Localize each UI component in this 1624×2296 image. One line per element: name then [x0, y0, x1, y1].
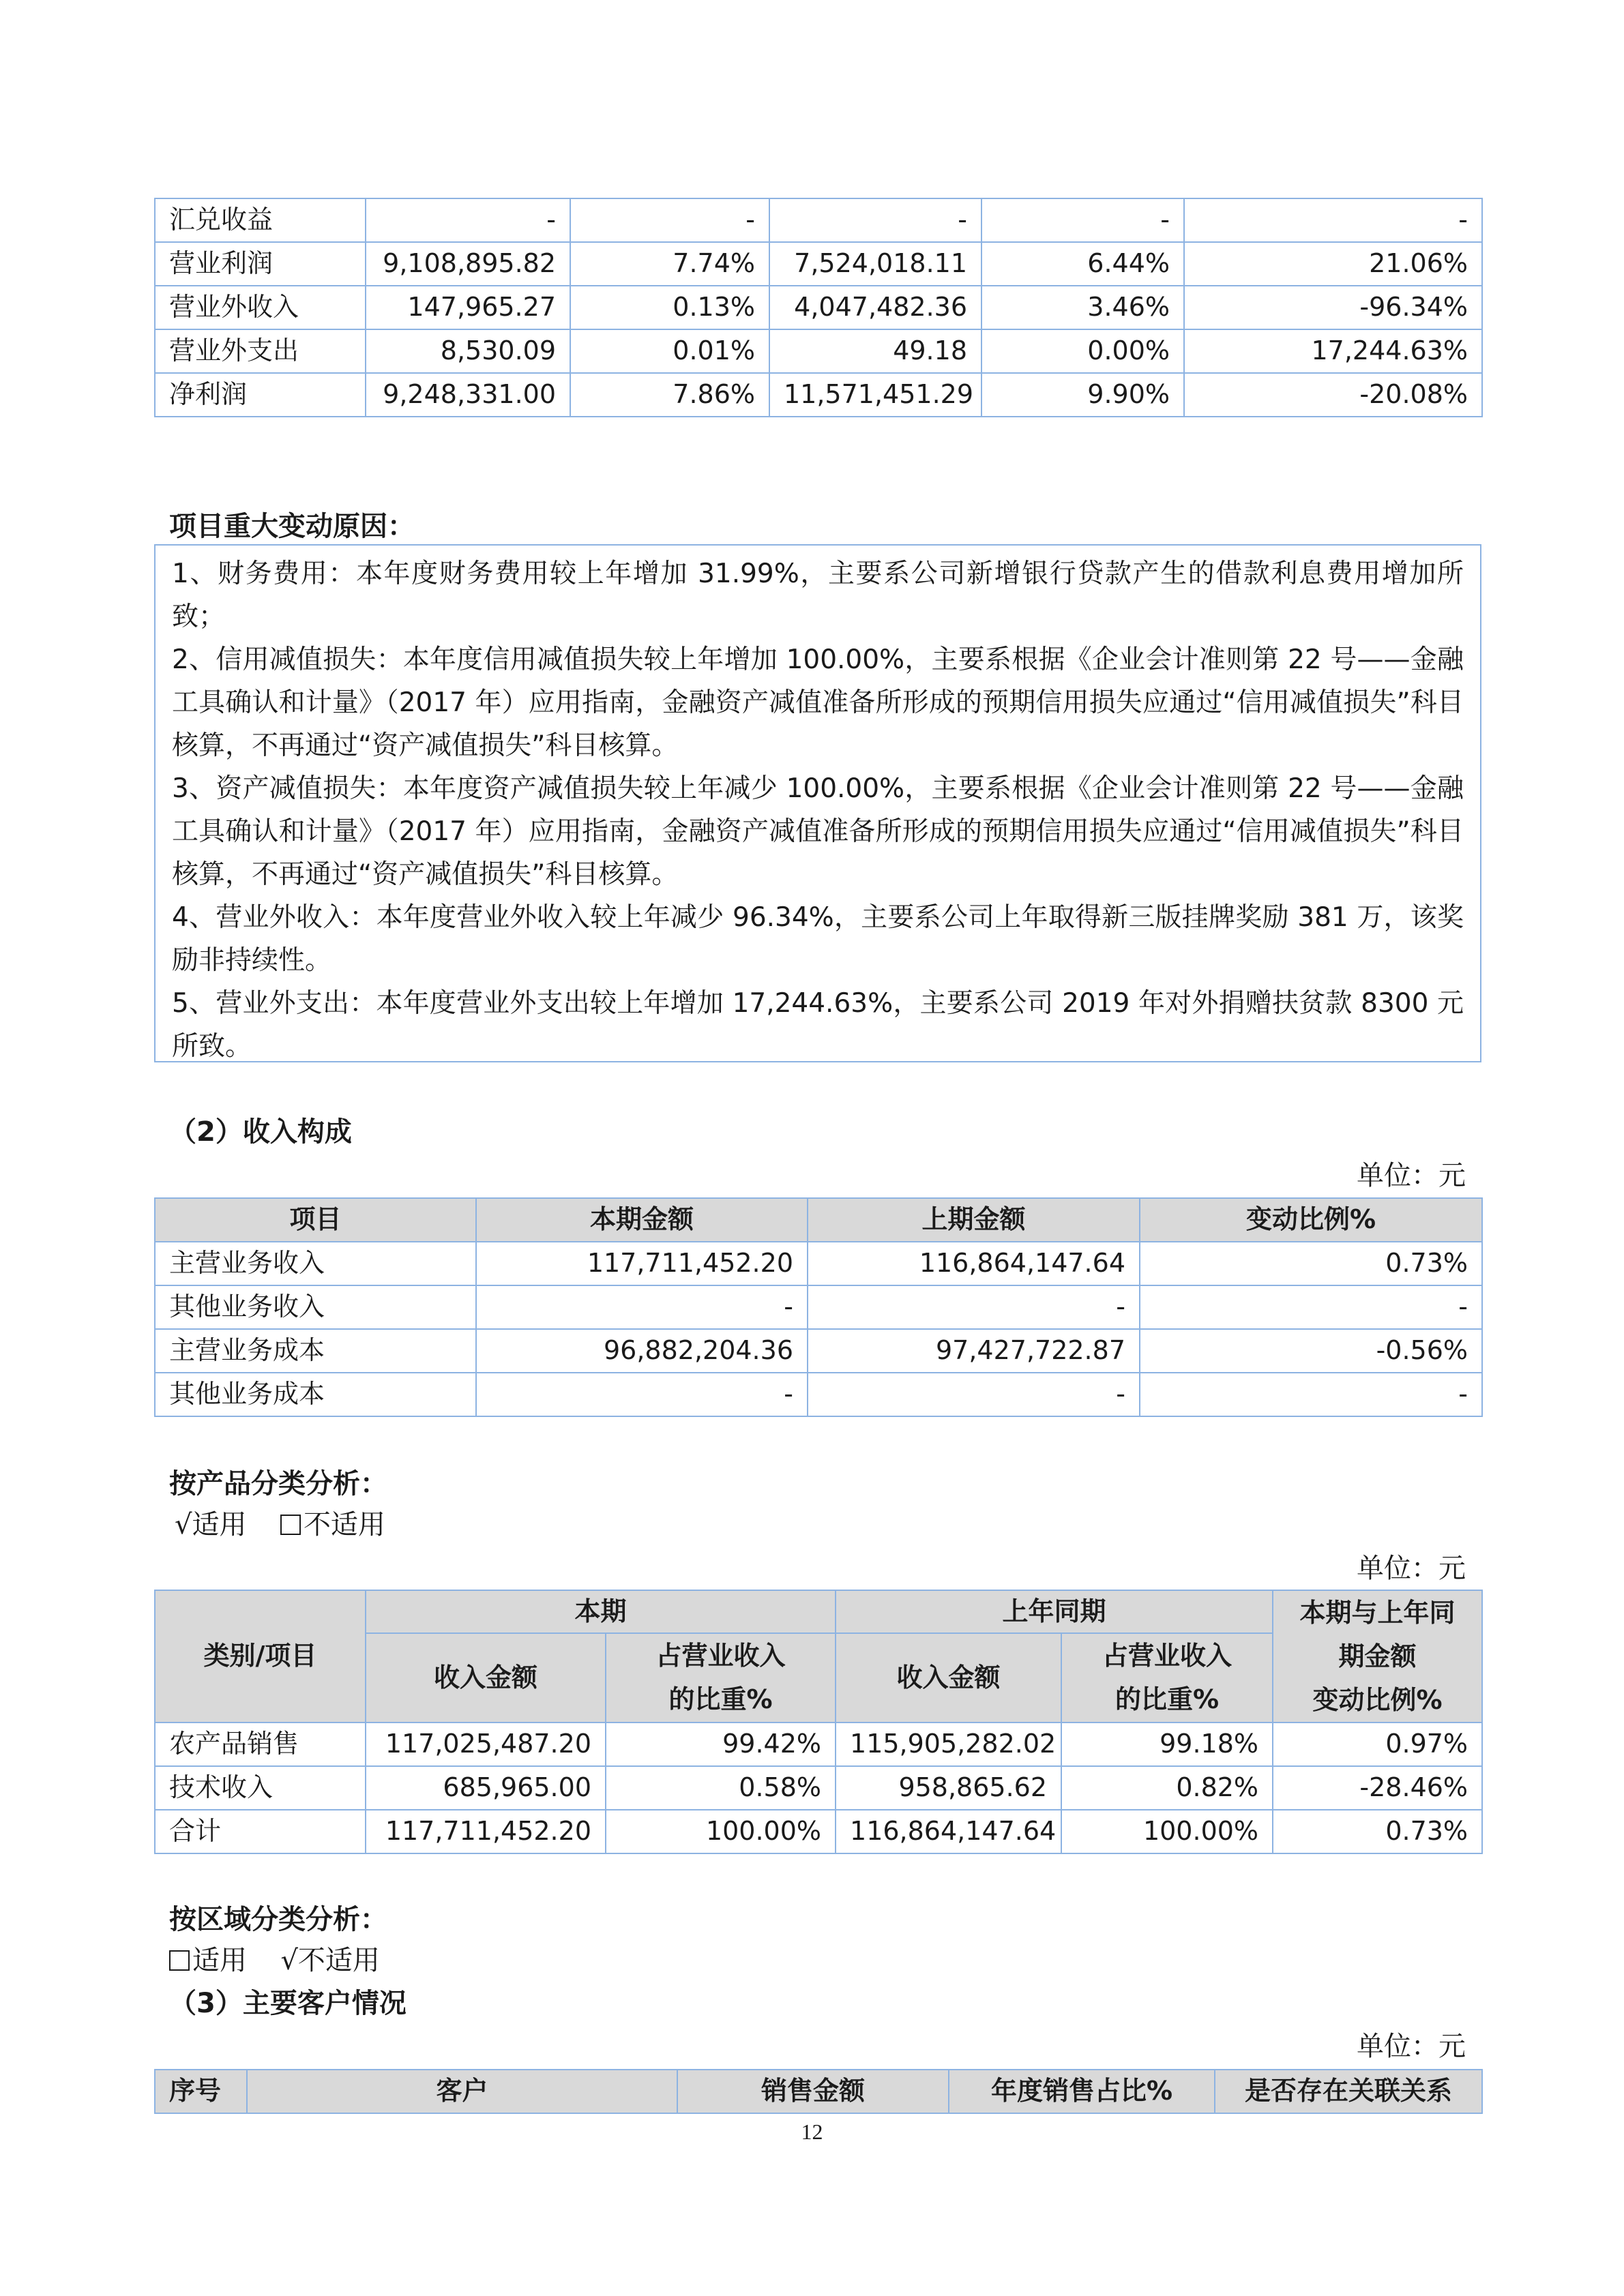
- income-title: （2）收入构成: [169, 1116, 352, 1148]
- reasons-title: 项目重大变动原因：: [169, 511, 415, 542]
- table-cell: 100.00%: [606, 1810, 836, 1853]
- table-cell: 8,530.09: [366, 329, 570, 373]
- product-header-prior-share: 占营业收入 的比重%: [1061, 1633, 1273, 1723]
- table-cell: 9,108,895.82: [366, 242, 570, 286]
- customers-table: [154, 2069, 1483, 2114]
- customers-unit: 单位：元: [1357, 2031, 1466, 2062]
- customers-header-related: 是否存在关联关系: [1215, 2070, 1482, 2113]
- product-table: [154, 1590, 1483, 1854]
- profit-table: [154, 198, 1483, 417]
- table-cell: -: [769, 198, 981, 242]
- row-label: 营业外支出: [155, 329, 366, 373]
- product-header-prior: 上年同期: [836, 1590, 1273, 1633]
- row-label: 主营业务收入: [155, 1242, 476, 1285]
- row-label: 主营业务成本: [155, 1329, 476, 1373]
- table-cell: -: [476, 1373, 808, 1416]
- customers-header-share: 年度销售占比%: [949, 2070, 1215, 2113]
- table-cell: 117,711,452.20: [366, 1810, 606, 1853]
- income-header-prior: 上期金额: [808, 1198, 1140, 1242]
- product-row: [155, 1810, 1482, 1853]
- reason-item-2: 2、信用减值损失：本年度信用减值损失较上年增加 100.00%，主要系根据《企业会计准则第 22 号——金融工具确认和计量》（2017 年）应用指南，金融资产减值准备所形成的预期信用损失应通过“信用减值损失”科目核算，不再通过“资产减值损失”科目核算。: [172, 644, 1464, 761]
- product-applicability: [175, 1511, 385, 1538]
- table-cell: 100.00%: [1061, 1810, 1273, 1853]
- table-cell: 0.01%: [570, 329, 769, 373]
- table-cell: 6.44%: [981, 242, 1184, 286]
- customers-title: （3）主要客户情况: [169, 1988, 407, 2019]
- table-cell: 9.90%: [981, 373, 1184, 417]
- profit-row: [155, 198, 1482, 242]
- region-applicability: [169, 1947, 380, 1974]
- region-title: 按区域分类分析：: [169, 1904, 387, 1935]
- product-header-prior-amount: 收入金额: [836, 1633, 1061, 1723]
- table-cell: 116,864,147.64: [808, 1242, 1140, 1285]
- product-row: [155, 1766, 1482, 1810]
- table-cell: -: [570, 198, 769, 242]
- table-cell: 0.73%: [1273, 1810, 1482, 1853]
- income-header-current: 本期金额: [476, 1198, 808, 1242]
- table-cell: 21.06%: [1184, 242, 1482, 286]
- table-cell: 0.97%: [1273, 1723, 1482, 1766]
- table-cell: -: [1140, 1285, 1482, 1329]
- table-cell: 3.46%: [981, 286, 1184, 329]
- table-cell: 7.86%: [570, 373, 769, 417]
- row-label: 合计: [155, 1810, 366, 1853]
- page-number: 12: [801, 2119, 823, 2144]
- row-label: 营业外收入: [155, 286, 366, 329]
- income-table-block: [154, 1197, 1481, 1417]
- table-cell: 11,571,451.29: [769, 373, 981, 417]
- table-cell: 49.18: [769, 329, 981, 373]
- table-cell: 0.82%: [1061, 1766, 1273, 1810]
- table-cell: -96.34%: [1184, 286, 1482, 329]
- income-header-change: 变动比例%: [1140, 1198, 1482, 1242]
- income-table: [154, 1197, 1483, 1417]
- table-cell: 99.42%: [606, 1723, 836, 1766]
- income-row: [155, 1329, 1482, 1373]
- table-cell: 0.73%: [1140, 1242, 1482, 1285]
- row-label: 其他业务成本: [155, 1373, 476, 1416]
- table-cell: -: [808, 1373, 1140, 1416]
- customers-header-amount: 销售金额: [677, 2070, 949, 2113]
- table-cell: 117,711,452.20: [476, 1242, 808, 1285]
- table-cell: 7.74%: [570, 242, 769, 286]
- reason-item-4: 4、营业外收入：本年度营业外收入较上年减少 96.34%，主要系公司上年取得新三版挂牌奖励 381 万，该奖励非持续性。: [172, 902, 1464, 976]
- table-cell: -0.56%: [1140, 1329, 1482, 1373]
- reason-item-1: 1、财务费用：本年度财务费用较上年增加 31.99%，主要系公司新增银行贷款产生的借款利息费用增加所致；: [172, 558, 1464, 632]
- table-cell: -: [1140, 1373, 1482, 1416]
- row-label: 其他业务收入: [155, 1285, 476, 1329]
- reason-item-3: 3、资产减值损失：本年度资产减值损失较上年减少 100.00%，主要系根据《企业会计准则第 22 号——金融工具确认和计量》（2017 年）应用指南，金融资产减值准备所形成的预期信用损失应通过“信用减值损失”科目核算，不再通过“资产减值损失”科目核算。: [172, 773, 1464, 890]
- table-cell: 17,244.63%: [1184, 329, 1482, 373]
- table-cell: 147,965.27: [366, 286, 570, 329]
- row-label: 营业利润: [155, 242, 366, 286]
- table-cell: 116,864,147.64: [836, 1810, 1061, 1853]
- table-cell: -28.46%: [1273, 1766, 1482, 1810]
- customers-header-customer: 客户: [247, 2070, 677, 2113]
- product-header-current-share: 占营业收入 的比重%: [606, 1633, 836, 1723]
- table-cell: -: [808, 1285, 1140, 1329]
- row-label: 汇兑收益: [155, 198, 366, 242]
- income-row: [155, 1373, 1482, 1416]
- table-cell: 97,427,722.87: [808, 1329, 1140, 1373]
- profit-row: [155, 373, 1482, 417]
- row-label: 农产品销售: [155, 1723, 366, 1766]
- product-table-block: [154, 1590, 1481, 1854]
- table-cell: -: [366, 198, 570, 242]
- table-cell: 96,882,204.36: [476, 1329, 808, 1373]
- profit-row: [155, 242, 1482, 286]
- unchecked-box-icon: [280, 1515, 301, 1535]
- table-cell: 0.00%: [981, 329, 1184, 373]
- table-cell: -: [981, 198, 1184, 242]
- unchecked-box-icon: [169, 1950, 190, 1971]
- profit-row: [155, 286, 1482, 329]
- table-cell: 685,965.00: [366, 1766, 606, 1810]
- income-header-item: 项目: [155, 1198, 476, 1242]
- table-cell: 958,865.62: [836, 1766, 1061, 1810]
- table-cell: -20.08%: [1184, 373, 1482, 417]
- product-not-applicable-label: 不适用: [303, 1509, 385, 1540]
- region-not-applicable-label: √不适用: [280, 1945, 380, 1976]
- table-cell: 99.18%: [1061, 1723, 1273, 1766]
- product-header-change: 本期与上年同 期金额 变动比例%: [1273, 1590, 1482, 1723]
- table-cell: 117,025,487.20: [366, 1723, 606, 1766]
- table-cell: -: [476, 1285, 808, 1329]
- income-row: [155, 1242, 1482, 1285]
- profit-table-block: [154, 198, 1481, 417]
- table-cell: 9,248,331.00: [366, 373, 570, 417]
- income-row: [155, 1285, 1482, 1329]
- income-unit: 单位：元: [1357, 1160, 1466, 1191]
- region-applicable-label: 适用: [192, 1945, 247, 1976]
- profit-row: [155, 329, 1482, 373]
- table-cell: 7,524,018.11: [769, 242, 981, 286]
- table-cell: 4,047,482.36: [769, 286, 981, 329]
- table-cell: 0.13%: [570, 286, 769, 329]
- table-cell: 0.58%: [606, 1766, 836, 1810]
- table-cell: 115,905,282.02: [836, 1723, 1061, 1766]
- product-header-category: 类别/项目: [155, 1590, 366, 1723]
- reasons-box: [154, 544, 1481, 1062]
- product-header-current: 本期: [366, 1590, 836, 1633]
- table-cell: -: [1184, 198, 1482, 242]
- product-title: 按产品分类分析：: [169, 1468, 387, 1500]
- customers-table-block: [154, 2069, 1481, 2114]
- product-row: [155, 1723, 1482, 1766]
- product-header-current-amount: 收入金额: [366, 1633, 606, 1723]
- row-label: 净利润: [155, 373, 366, 417]
- row-label: 技术收入: [155, 1766, 366, 1810]
- product-applicable-label: √适用: [175, 1509, 247, 1540]
- product-unit: 单位：元: [1357, 1553, 1466, 1584]
- reason-item-5: 5、营业外支出：本年度营业外支出较上年增加 17,244.63%，主要系公司 2019 年对外捐赠扶贫款 8300 元所致。: [172, 988, 1464, 1062]
- customers-header-no: 序号: [155, 2070, 247, 2113]
